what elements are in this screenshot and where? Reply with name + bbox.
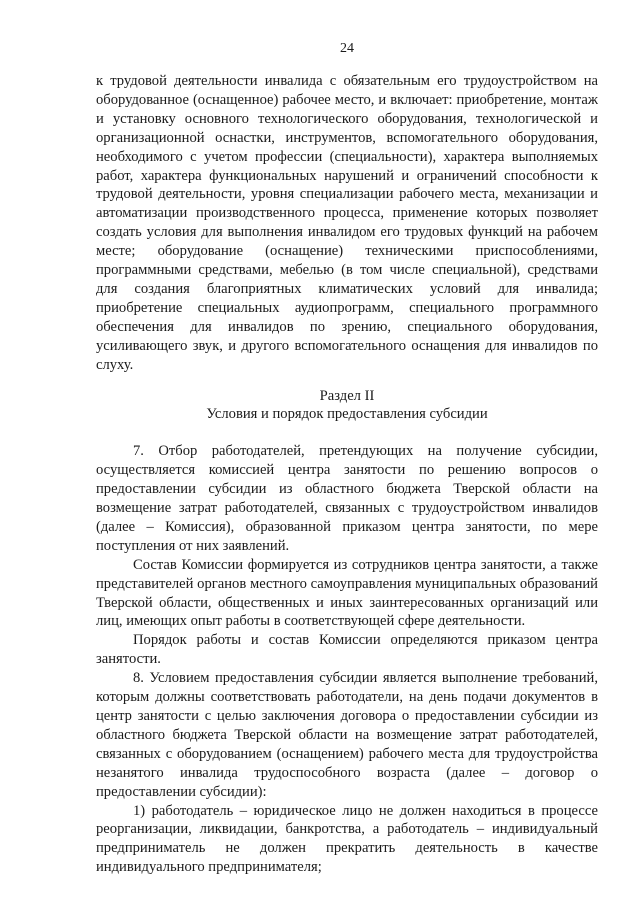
page-number: 24 (340, 41, 354, 56)
section-title: Условия и порядок предоставления субсидии (206, 406, 488, 423)
paragraph-continuation: к трудовой деятельности инвалида с обязательным его трудоустройством на оборудованное (оснащенное) рабочее место, и включает: приобретение, монтаж и установку основного технологического оборудования, технологической и организационной оснастки, инструментов, вспомогательного оборудования, необходимого с учетом профессии (специальности), характера выполняемых работ, характера функциональных нарушений и ограничений способности к трудовой деятельности, уровня специализации рабочего места, механизации и автоматизации производственного процесса, применение которых позволяет создать условия для выполнения инвалидом его трудовых функций на рабочем месте; оборудование (оснащение) техническими приспособлениями, программными средствами, мебелью (в том числе специальной), средствами для создания благоприятных климатических условий для инвалида; приобретение специальных аудиопрограмм, специального программного обеспечения для инвалидов по зрению, специального оборудования, усиливающего звук, и другого вспомогательного оснащения для инвалидов по слуху. (96, 73, 598, 373)
section-heading: Раздел II (319, 387, 375, 404)
paragraph-item-8: 8. Условием предоставления субсидии является выполнение требований, которым должны соответствовать работодатели, на день подачи документов в центр занятости с целью заключения договора о предоставлении субсидии из областного бюджета Тверской области на возмещение затрат работодателей, связанных с оборудованием (оснащением) рабочего места для трудоустройства незанятого инвалида трудоспособного возраста (далее – договор о предоставлении субсидии): (96, 670, 598, 800)
paragraph-subitem-1: 1) работодатель – юридическое лицо не должен находиться в процессе реорганизации, ликвидации, банкротства, а работодатель – индивидуальный предприниматель не должен прекратить деятельность в качестве индивидуального предпринимателя; (96, 802, 598, 876)
document-page (96, 40, 598, 877)
paragraph-item-7: 7. Отбор работодателей, претендующих на получение субсидии, осуществляется комиссией центра занятости по решению вопросов о предоставлении субсидии из областного бюджета Тверской области на возмещение затрат работодателей, связанных с трудоустройством инвалидов (далее – Комиссия), образованной приказом центра занятости, по мере поступления от них заявлений. (96, 443, 598, 554)
paragraph-commission-procedure: Порядок работы и состав Комиссии определяются приказом центра занятости. (96, 632, 598, 668)
paragraph-commission-composition: Состав Комиссии формируется из сотрудников центра занятости, а также представителей органов местного самоуправления муниципальных образований Тверской области, общественных и иных заинтересованных организаций или лиц, имеющих опыт работы в соответствующей сфере деятельности. (96, 556, 598, 630)
